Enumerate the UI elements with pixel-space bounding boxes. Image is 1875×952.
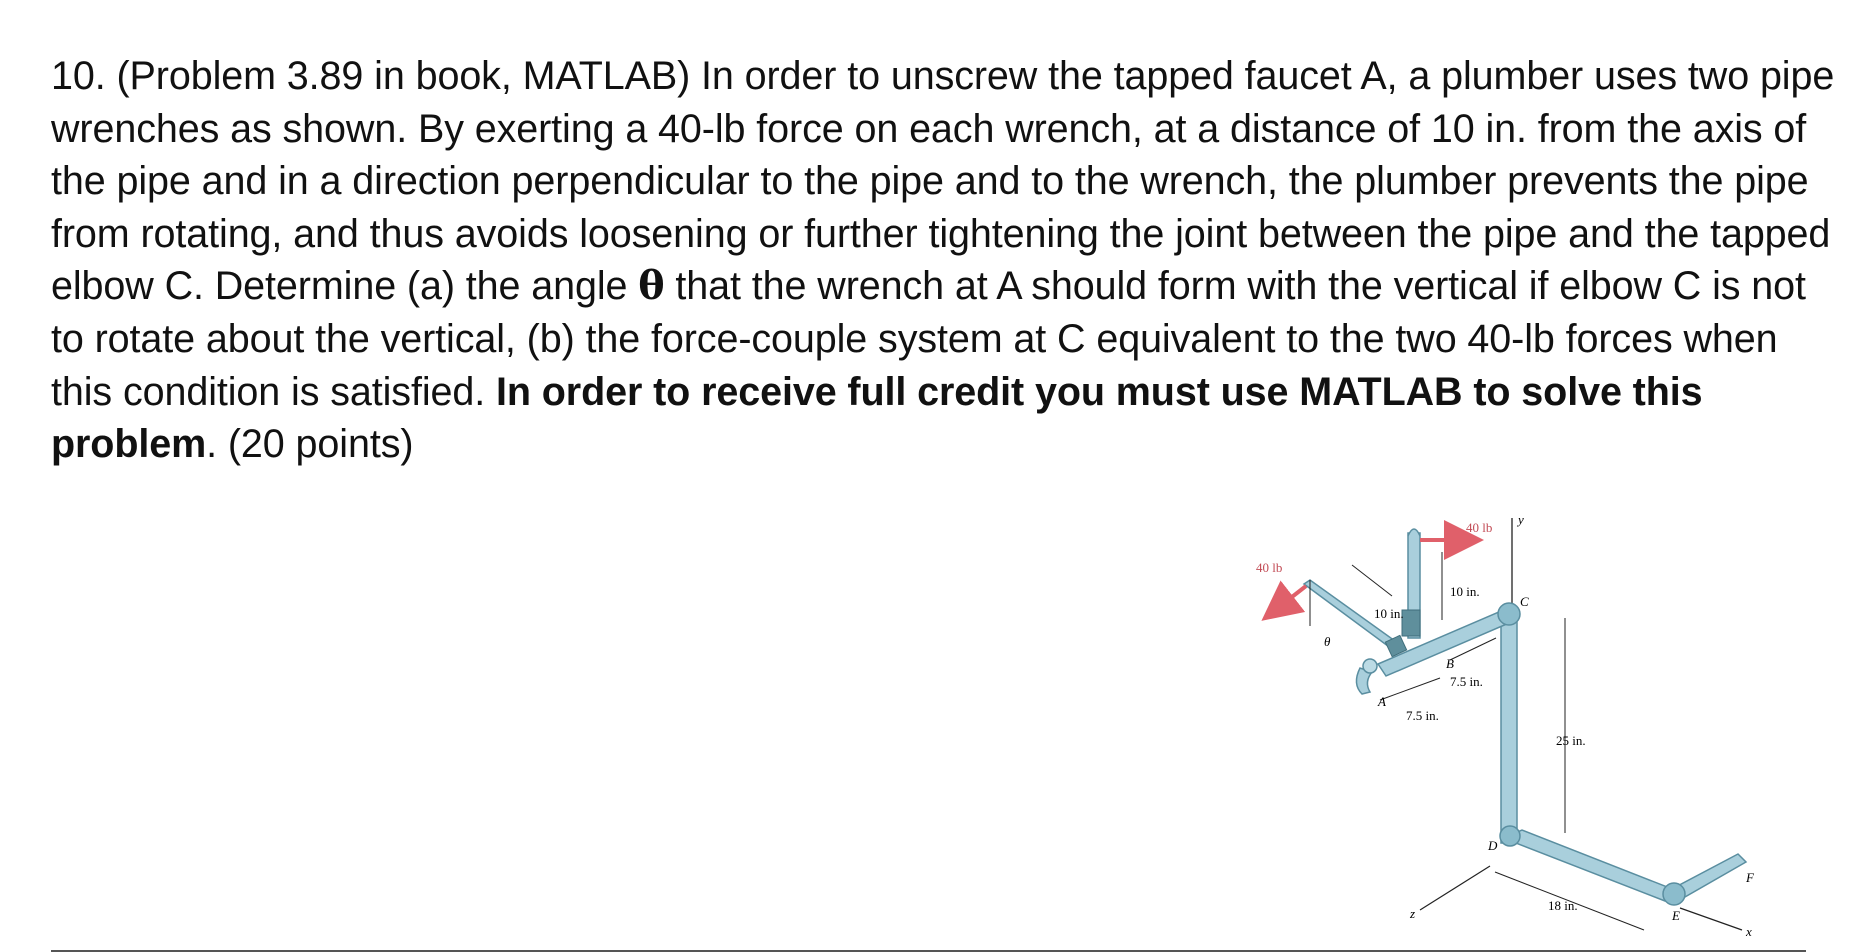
faucet-valve	[1363, 659, 1377, 673]
label-axis-z: z	[1410, 906, 1416, 921]
elbow-e	[1663, 883, 1685, 905]
label-pt-c: C	[1520, 594, 1529, 609]
problem-number: 10.	[51, 54, 106, 98]
bold-instruction: In order to receive full credit you must use MATLAB to solve this problem	[51, 369, 1703, 467]
label-dim-7-5-a: 7.5 in.	[1406, 708, 1439, 723]
elbow-d	[1500, 826, 1520, 846]
label-pt-d: D	[1488, 838, 1498, 853]
pipe-de	[1503, 830, 1680, 901]
label-dim-18: 18 in.	[1548, 898, 1578, 913]
label-force-left: 40 lb	[1256, 560, 1283, 575]
z-axis	[1420, 866, 1490, 910]
x-axis	[1680, 908, 1742, 930]
label-axis-x: x	[1746, 924, 1752, 939]
dim-10-left-line	[1352, 565, 1392, 596]
label-dim-10-left: 10 in.	[1374, 606, 1404, 621]
label-pt-f: F	[1746, 870, 1754, 885]
problem-statement	[51, 50, 1841, 471]
label-dim-7-5-b: 7.5 in.	[1450, 674, 1483, 689]
theta-symbol: θ	[638, 263, 665, 310]
label-axis-y: y	[1518, 512, 1524, 527]
label-angle: θ	[1324, 634, 1331, 649]
pipe-wrench-figure	[1256, 488, 1820, 948]
label-dim-25: 25 in.	[1556, 733, 1586, 748]
label-pt-a: A	[1378, 694, 1386, 709]
label-pt-b: B	[1446, 656, 1454, 671]
pipe-cd	[1501, 613, 1517, 843]
label-force-top: 40 lb	[1466, 520, 1493, 535]
problem-text-after-theta: that the wrench at A should form with the vertical if elbow C is not to rotate about the vertical, (b) the force-couple system at C equivalent to the two 40-lb forces when this condition is satisfied.	[51, 264, 1806, 414]
elbow-c	[1498, 603, 1520, 625]
problem-text-end: . (20 points)	[206, 422, 414, 467]
wrench-b-cap	[1408, 529, 1420, 536]
wrench-b-jaw	[1402, 610, 1420, 636]
force-arrow-left	[1274, 586, 1306, 611]
label-pt-e: E	[1672, 908, 1680, 923]
problem-text-intro: (Problem 3.89 in book, MATLAB) In order to unscrew the tapped faucet A, a plumber uses two pipe wrenches as shown. By exerting a 40-lb force on each wrench, at a distance of 10 in. from the axis of the pipe and in a direction perpendicular to the pipe and to the wrench, the plumber prevents the pipe from rotating, and thus avoids loosening or further tightening the joint between the pipe and the tapped elbow C. Determine (a) the angle	[51, 54, 1835, 309]
dim-7-5-a-line	[1380, 678, 1440, 700]
label-dim-10-top: 10 in.	[1450, 584, 1480, 599]
